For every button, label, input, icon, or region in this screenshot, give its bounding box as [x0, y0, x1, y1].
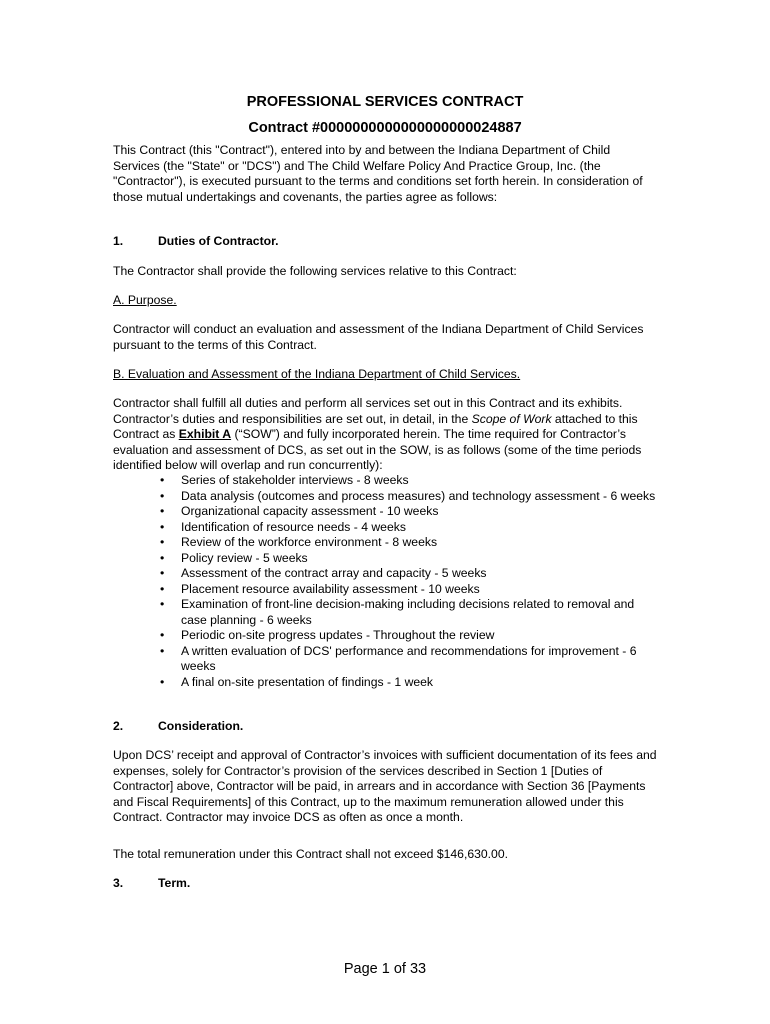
- subsection-b-heading: B. Evaluation and Assessment of the Indiana Department of Child Services.: [113, 367, 521, 381]
- list-item: • Review of the workforce environment - 8 weeks: [160, 535, 660, 551]
- scope-of-work-ref: Scope of Work: [471, 411, 552, 426]
- section-1-lead: The Contractor shall provide the following services relative to this Contract:: [113, 264, 517, 278]
- section-3-heading: [113, 876, 190, 892]
- section-2-heading: [113, 719, 243, 735]
- list-item: • Data analysis (outcomes and process measures) and technology assessment - 6 weeks: [160, 489, 660, 505]
- contract-number: Contract #0000000000000000000024887: [248, 120, 522, 136]
- list-item: • A written evaluation of DCS' performance and recommendations for improvement - 6 weeks: [160, 644, 660, 675]
- section-1-number: 1.: [113, 234, 124, 248]
- intro-paragraph: This Contract (this "Contract"), entered into by and between the Indiana Department of Child Services (the "State" or "DCS") and The Child Welfare Policy And Practice Group, Inc. (the "Contractor"), is executed pursuant to the terms and conditions set forth herein. In consideration of those mutual undertakings and covenants, the parties agree as follows:: [113, 143, 643, 204]
- list-item: • Examination of front-line decision-making including decisions related to removal and case planning - 6 weeks: [160, 597, 660, 628]
- list-item: • Series of stakeholder interviews - 8 weeks: [160, 473, 660, 489]
- section-1-title: Duties of Contractor.: [158, 234, 279, 248]
- subsection-b-text: [113, 396, 658, 474]
- section-2-number: 2.: [113, 719, 124, 733]
- subsection-b-text-part1: Contractor shall fulfill all duties and perform all services set out in this Contract and its exhibits. Contractor’s duties and responsibilities are set out, in detail, in the: [113, 396, 623, 426]
- document-title: PROFESSIONAL SERVICES CONTRACT: [246, 94, 524, 110]
- section-3-number: 3.: [113, 876, 124, 890]
- list-item: • Placement resource availability assessment - 10 weeks: [160, 582, 660, 598]
- section-2-text: Upon DCS’ receipt and approval of Contractor’s invoices with sufficient documentation of its fees and expenses, solely for Contractor’s provision of the services described in Section 1 [Duties of Contractor] above, Contractor will be paid, in arrears and in accordance with Section 36 [Payments and Fiscal Requirements] of this Contract, up to the maximum remuneration allowed under this Contract. Contractor may invoice DCS as often as once a month.: [113, 748, 657, 824]
- list-item: • Periodic on-site progress updates - Throughout the review: [160, 628, 660, 644]
- list-item: • Organizational capacity assessment - 10 weeks: [160, 504, 660, 520]
- subsection-b-text-part2: attached to this Contract as: [113, 411, 638, 441]
- subsection-a-text: Contractor will conduct an evaluation and assessment of the Indiana Department of Child Services pursuant to the terms of this Contract.: [113, 322, 644, 352]
- subsection-b-text-part3: (“SOW”) and fully incorporated herein. The time required for Contractor’s evaluation and assessment of DCS, as set out in the SOW, is as follows (some of the time periods identified below will overlap and run concurrently):: [113, 427, 642, 472]
- list-item: • Assessment of the contract array and capacity - 5 weeks: [160, 566, 660, 582]
- list-item: • Policy review - 5 weeks: [160, 551, 660, 567]
- duration-bullet-list: [160, 473, 660, 690]
- exhibit-a-ref: Exhibit A: [178, 427, 232, 441]
- section-3-title: Term.: [158, 876, 191, 890]
- section-2-title: Consideration.: [158, 719, 244, 733]
- list-item: • A final on-site presentation of findings - 1 week: [160, 675, 660, 691]
- subsection-a-heading: A. Purpose.: [113, 293, 177, 307]
- section-2-total: The total remuneration under this Contract shall not exceed $146,630.00.: [113, 847, 508, 861]
- list-item: • Identification of resource needs - 4 weeks: [160, 520, 660, 536]
- page-number-footer: Page 1 of 33: [343, 961, 427, 977]
- section-1-heading: [113, 234, 279, 250]
